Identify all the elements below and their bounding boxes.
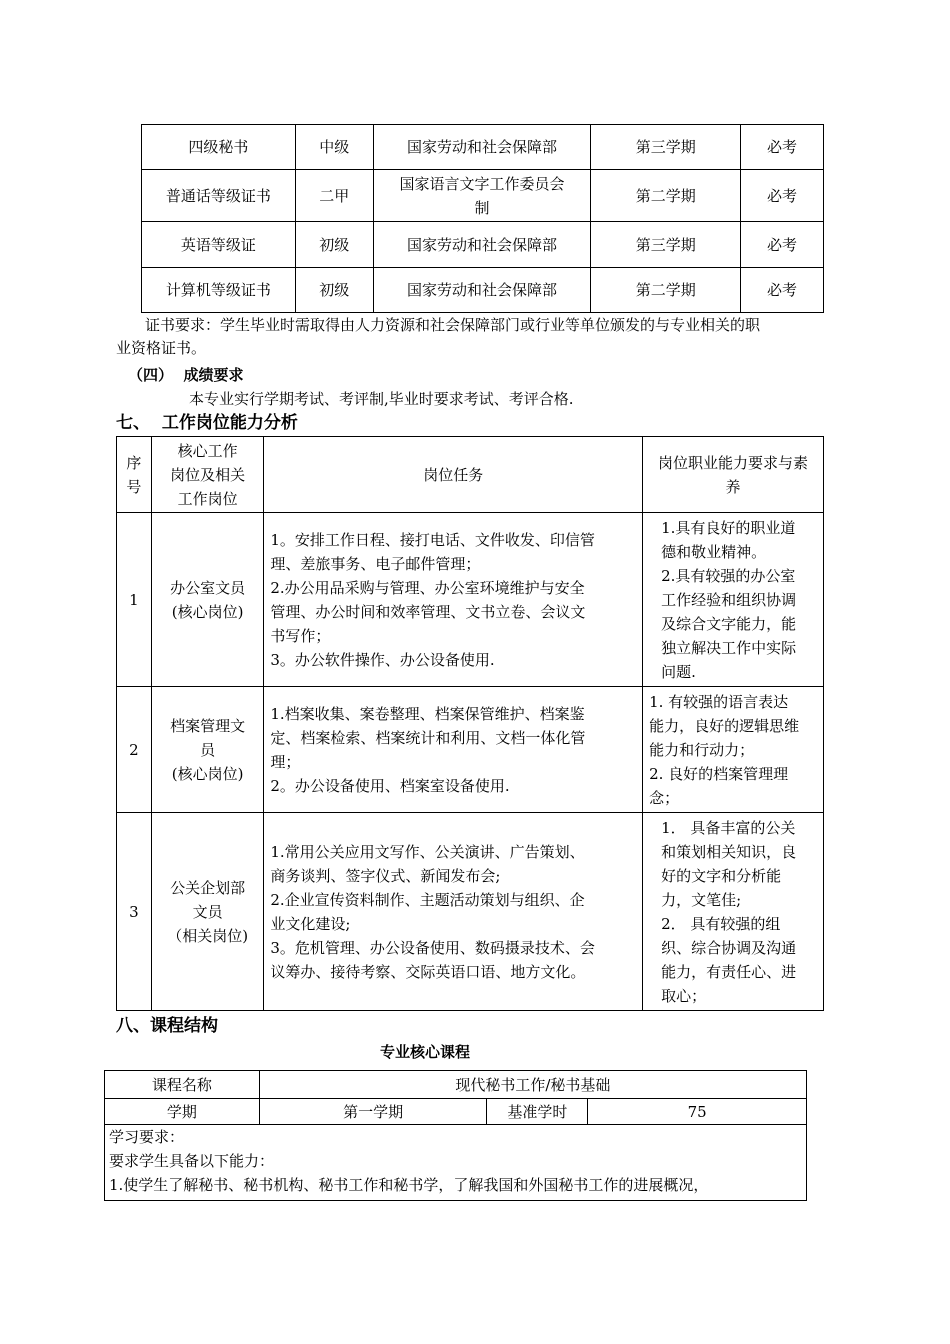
text-line: 1.档案收集、案卷整理、档案保管维护、档案鉴 [270, 704, 585, 723]
text-line: 德和敬业精神。 [661, 542, 767, 561]
text-line: 2.具有较强的办公室 [661, 566, 796, 585]
core-course-heading: 专业核心课程 [380, 1043, 471, 1061]
hours-value: 75 [588, 1099, 807, 1125]
text-line: 理； [270, 752, 301, 771]
cert-issuer: 国家劳动和社会保障部 [373, 268, 591, 313]
cert-issuer-line: 国家语言文字工作委员会 [399, 174, 565, 193]
text-line: 2. 良好的档案管理理 [649, 764, 789, 783]
row-abilities [643, 687, 824, 813]
text-line: 取心； [661, 986, 707, 1005]
text-line: 定、档案检索、档案统计和利用、文档一体化管 [270, 728, 586, 747]
grade-text: 本专业实行学期考试、考评制,毕业时要求考试、考评合格. [189, 390, 574, 408]
cert-type: 必考 [741, 125, 824, 170]
text-line: 念； [649, 788, 680, 807]
text-line: 1. 有较强的语言表达 [649, 692, 789, 711]
text-line: 业文化建设; [270, 914, 351, 933]
table-row [105, 1071, 807, 1099]
cert-level: 初级 [295, 268, 373, 313]
cert-issuer [373, 170, 591, 222]
text-line: 商务谈判、签字仪式、新闻发布会; [270, 866, 501, 885]
row-tasks [264, 513, 643, 687]
text-line: 和策划相关知识，良 [661, 842, 797, 861]
cert-level: 初级 [295, 222, 373, 268]
cert-term: 第三学期 [591, 125, 741, 170]
hours-label: 基准学时 [487, 1099, 588, 1125]
text-line: 1． 具备丰富的公关 [661, 818, 796, 837]
table-row [142, 170, 824, 222]
text-line: 能力，良好的逻辑思维 [649, 716, 800, 735]
cert-term: 第二学期 [591, 268, 741, 313]
cert-term: 第三学期 [591, 222, 741, 268]
text-line: 3。危机管理、办公设备使用、数码摄录技术、会 [270, 938, 595, 957]
cert-level: 中级 [295, 125, 373, 170]
text-line: 理、差旅事务、电子邮件管理； [270, 554, 481, 573]
cert-issuer: 国家劳动和社会保障部 [373, 125, 591, 170]
row-post: 办公室文员 (核心岗位) [151, 513, 263, 687]
row-seq: 2 [117, 687, 152, 813]
text-line: 独立解决工作中实际 [661, 638, 797, 657]
row-tasks [264, 687, 643, 813]
row-abilities [643, 813, 824, 1011]
text-line: 问题. [661, 662, 696, 681]
course-table [104, 1070, 807, 1201]
row-abilities [643, 513, 824, 687]
certificate-table [141, 124, 824, 313]
row-seq: 3 [117, 813, 152, 1011]
table-row [117, 813, 824, 1011]
cert-name: 计算机等级证书 [142, 268, 296, 313]
row-tasks [264, 813, 643, 1011]
cert-level: 二甲 [295, 170, 373, 222]
term-label: 学期 [105, 1099, 260, 1125]
table-row [142, 125, 824, 170]
cert-requirement-line-1: 证书要求：学生毕业时需取得由人力资源和社会保障部门或行业等单位颁发的与专业相关的职 [145, 316, 761, 334]
cert-requirement-line-2: 业资格证书。 [116, 339, 207, 357]
text-line: 工作经验和组织协调 [661, 590, 797, 609]
table-row [105, 1099, 807, 1125]
text-line: 及综合文字能力，能 [661, 614, 797, 633]
text-line: 能力，有责任心、进 [661, 962, 797, 981]
text-line: 力，文笔佳; [661, 890, 742, 909]
text-line: 织、综合协调及沟通 [661, 938, 797, 957]
text-line: 书写作； [270, 626, 331, 645]
text-line: 2。办公设备使用、档案室设备使用. [270, 776, 510, 795]
study-requirements [105, 1125, 807, 1201]
text-line: 2.办公用品采购与管理、办公室环境维护与安全 [270, 578, 585, 597]
table-header-row [117, 437, 824, 513]
text-line: 议筹办、接待考察、交际英语口语、地方文化。 [270, 962, 586, 981]
course-name-label: 课程名称 [105, 1071, 260, 1099]
header-seq: 序 号 [117, 437, 152, 513]
text-line: 1.常用公关应用文写作、公关演讲、广告策划、 [270, 842, 585, 861]
text-line: 1.具有良好的职业道 [661, 518, 796, 537]
cert-type: 必考 [741, 222, 824, 268]
section7-heading: 七、 工作岗位能力分析 [116, 413, 298, 433]
text-line: 好的文字和分析能 [661, 866, 782, 885]
text-line: 2.企业宣传资料制作、主题活动策划与组织、企 [270, 890, 585, 909]
header-task: 岗位任务 [264, 437, 643, 513]
text-line: 能力和行动力； [649, 740, 755, 759]
cert-issuer-line: 制 [474, 198, 490, 217]
text-line: 1。安排工作日程、接打电话、文件收发、印信管 [270, 530, 595, 549]
cert-name: 四级秘书 [142, 125, 296, 170]
text-line: 3。办公软件操作、办公设备使用. [270, 650, 495, 669]
cert-type: 必考 [741, 268, 824, 313]
cert-type: 必考 [741, 170, 824, 222]
text-line: 2． 具有较强的组 [661, 914, 781, 933]
cert-issuer: 国家劳动和社会保障部 [373, 222, 591, 268]
cert-name: 普通话等级证书 [142, 170, 296, 222]
text-line: 要求学生具备以下能力： [109, 1152, 275, 1170]
table-row [117, 513, 824, 687]
table-row [142, 268, 824, 313]
text-line: 管理、办公时间和效率管理、文书立卷、会议文 [270, 602, 586, 621]
table-row [142, 222, 824, 268]
section8-heading: 八、课程结构 [116, 1016, 218, 1036]
term-value: 第一学期 [259, 1099, 487, 1125]
table-row [105, 1125, 807, 1201]
header-post: 核心工作 岗位及相关 工作岗位 [151, 437, 263, 513]
cert-term: 第二学期 [591, 170, 741, 222]
header-ability: 岗位职业能力要求与素 养 [643, 437, 824, 513]
table-row [117, 687, 824, 813]
grade-heading: （四） 成绩要求 [128, 366, 244, 384]
row-post: 档案管理文 员 (核心岗位) [151, 687, 263, 813]
row-seq: 1 [117, 513, 152, 687]
cert-name: 英语等级证 [142, 222, 296, 268]
row-post: 公关企划部 文员 （相关岗位) [151, 813, 263, 1011]
text-line: 1.使学生了解秘书、秘书机构、秘书工作和秘书学，了解我国和外国秘书工作的进展概况， [109, 1176, 709, 1194]
job-analysis-table [116, 436, 824, 1011]
course-name-value: 现代秘书工作/秘书基础 [259, 1071, 806, 1099]
text-line: 学习要求： [109, 1128, 185, 1146]
